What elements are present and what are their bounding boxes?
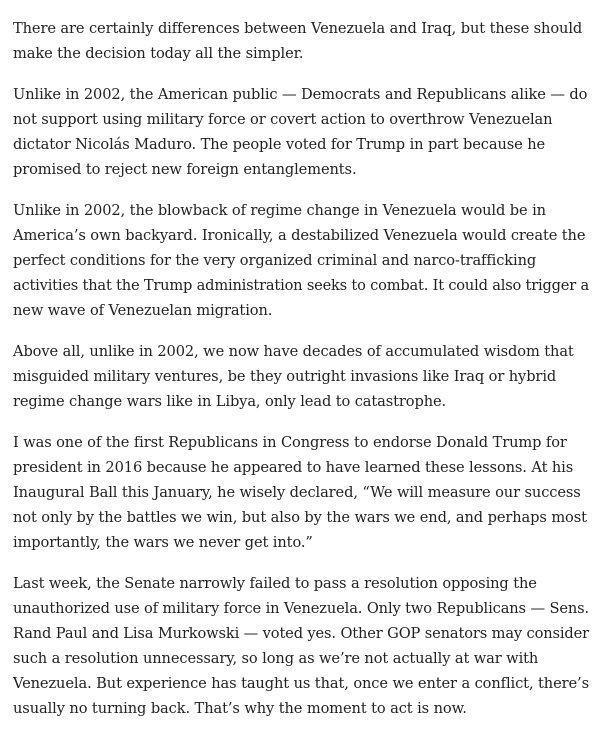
paragraph-line: new wave of Venezuelan migration. — [13, 302, 273, 319]
paragraph-4 — [13, 339, 585, 414]
paragraph-line: make the decision today all the simpler. — [13, 45, 304, 62]
paragraph-line: activities that the Trump administration seeks to combat. It could also trigger a — [13, 277, 589, 294]
paragraph-line: unauthorized use of military force in Venezuela. Only two Republicans — Sens. — [13, 600, 589, 617]
paragraph-line: Unlike in 2002, the blowback of regime change in Venezuela would be in — [13, 202, 546, 219]
paragraph-line: misguided military ventures, be they outright invasions like Iraq or hybrid — [13, 368, 557, 385]
paragraph-line: president in 2016 because he appeared to have learned these lessons. At his — [13, 459, 574, 476]
paragraph-line: Last week, the Senate narrowly failed to pass a resolution opposing the — [13, 575, 537, 592]
paragraph-5 — [13, 430, 585, 555]
paragraph-line: There are certainly differences between Venezuela and Iraq, but these should — [13, 20, 583, 37]
paragraph-line: Venezuela. But experience has taught us that, once we enter a conflict, there’s — [13, 675, 589, 692]
paragraph-line: Rand Paul and Lisa Murkowski — voted yes. Other GOP senators may consider — [13, 625, 589, 642]
paragraph-line: not support using military force or covert action to overthrow Venezuelan — [13, 111, 553, 128]
paragraph-line: not only by the battles we win, but also by the wars we end, and perhaps most — [13, 509, 587, 526]
paragraph-line: promised to reject new foreign entanglements. — [13, 161, 357, 178]
paragraph-line: importantly, the wars we never get into.” — [13, 534, 313, 551]
paragraph-line: Above all, unlike in 2002, we now have decades of accumulated wisdom that — [13, 343, 574, 360]
paragraph-2 — [13, 82, 588, 182]
paragraph-1 — [13, 16, 585, 66]
paragraph-line: Unlike in 2002, the American public — Democrats and Republicans alike — do — [13, 86, 588, 103]
paragraph-line: dictator Nicolás Maduro. The people voted for Trump in part because he — [13, 136, 546, 153]
paragraph-6 — [13, 571, 589, 721]
paragraph-line: perfect conditions for the very organized criminal and narco-trafficking — [13, 252, 537, 269]
paragraph-line: usually no turning back. That’s why the moment to act is now. — [13, 700, 467, 717]
paragraph-line: America’s own backyard. Ironically, a destabilized Venezuela would create the — [13, 227, 586, 244]
paragraph-line: such a resolution unnecessary, so long as we’re not actually at war with — [13, 650, 539, 667]
paragraph-line: regime change wars like in Libya, only lead to catastrophe. — [13, 393, 447, 410]
paragraph-line: I was one of the first Republicans in Congress to endorse Donald Trump for — [13, 434, 567, 451]
paragraph-3 — [13, 198, 589, 323]
paragraph-line: Inaugural Ball this January, he wisely declared, “We will measure our success — [13, 484, 581, 501]
